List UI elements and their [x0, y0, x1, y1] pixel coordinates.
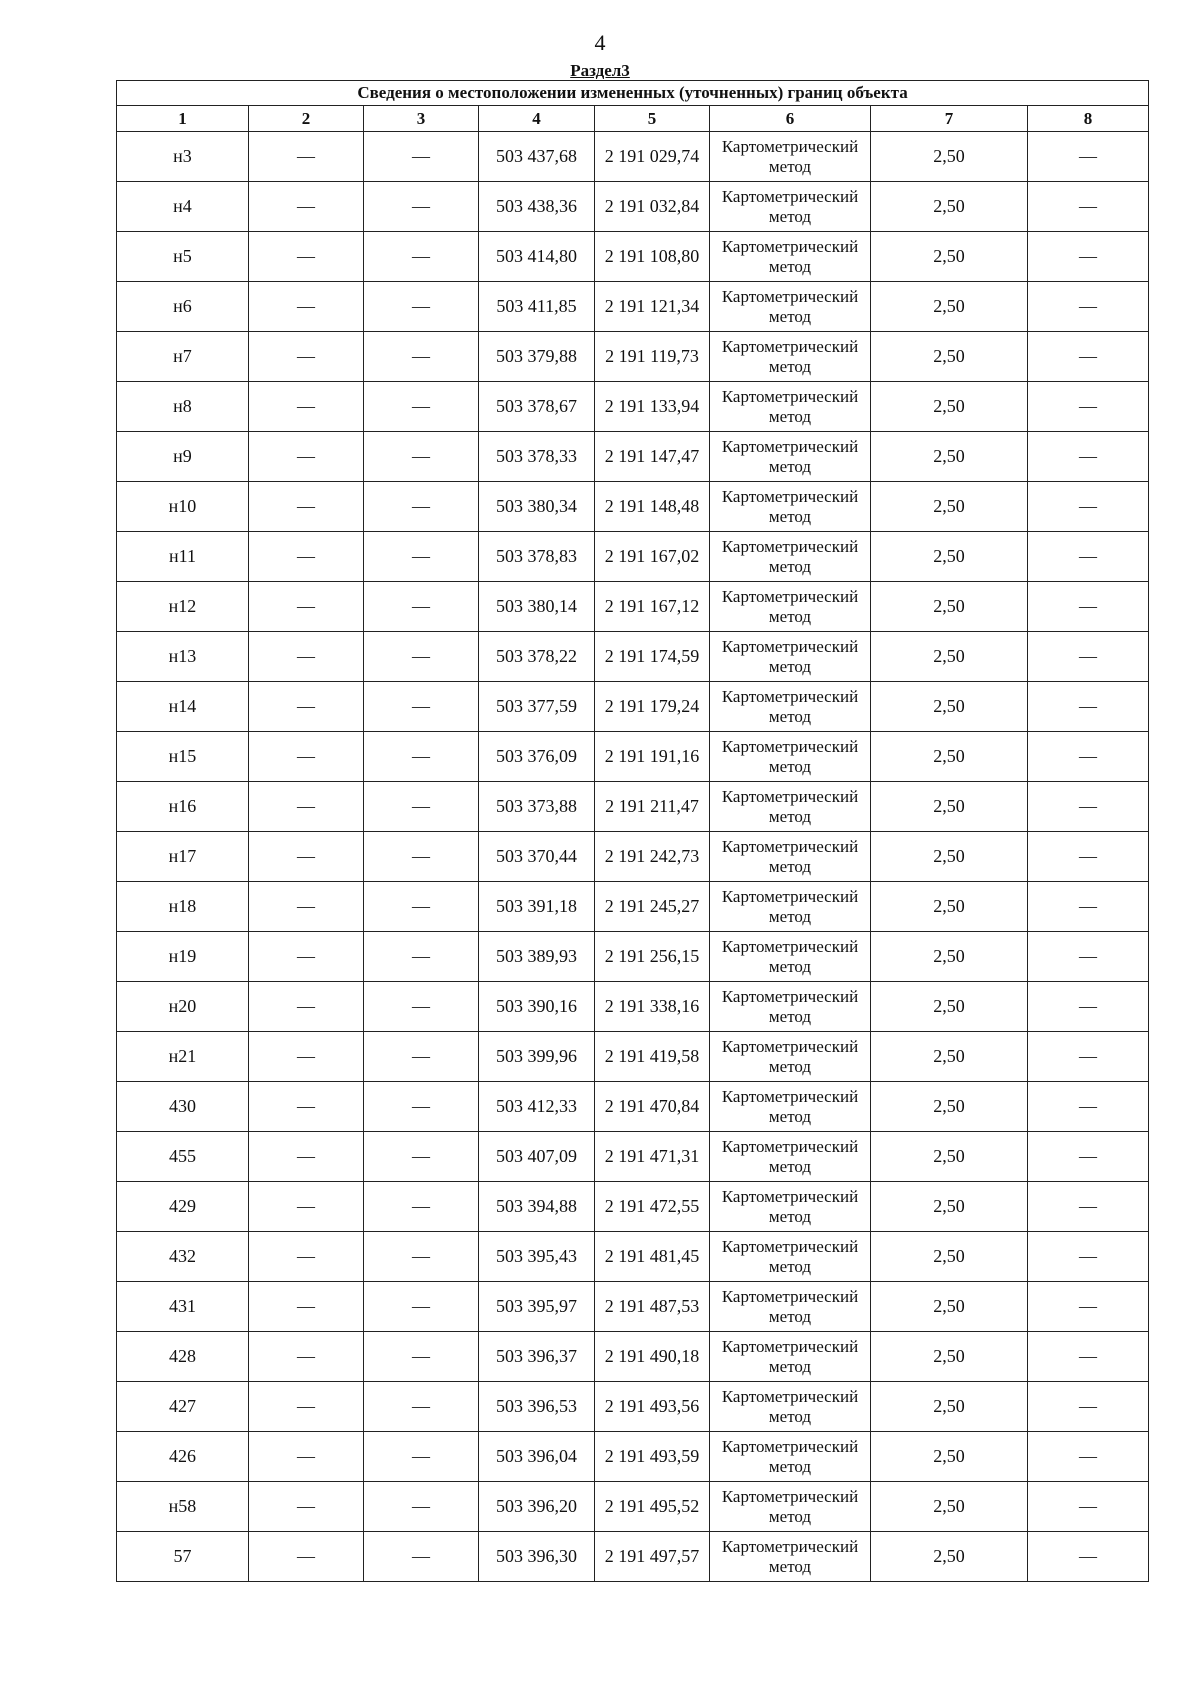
table-cell-col-2: —: [249, 282, 364, 332]
table-cell-col-2: —: [249, 432, 364, 482]
table-cell-col-8: —: [1028, 332, 1149, 382]
table-cell-col-5: 2 191 167,12: [595, 582, 710, 632]
table-cell-col-7: 2,50: [871, 1532, 1028, 1582]
table-cell-col-2: —: [249, 832, 364, 882]
table-cell-col-7: 2,50: [871, 982, 1028, 1032]
table-cell-col-6: Картометрический метод: [710, 382, 871, 432]
table-cell-col-6: Картометрический метод: [710, 1132, 871, 1182]
column-header-4: 4: [479, 106, 595, 132]
table-cell-col-3: —: [364, 682, 479, 732]
table-cell-col-2: —: [249, 1382, 364, 1432]
table-cell-col-2: —: [249, 1482, 364, 1532]
table-cell-col-3: —: [364, 232, 479, 282]
table-cell-col-4: 503 411,85: [479, 282, 595, 332]
table-cell-col-5: 2 191 419,58: [595, 1032, 710, 1082]
table-cell-col-3: —: [364, 182, 479, 232]
table-row: [117, 1232, 1149, 1282]
table-cell-col-8: —: [1028, 782, 1149, 832]
table-cell-col-3: —: [364, 532, 479, 582]
table-cell-col-2: —: [249, 632, 364, 682]
table-cell-col-5: 2 191 147,47: [595, 432, 710, 482]
table-row: [117, 1282, 1149, 1332]
table-cell-col-7: 2,50: [871, 1332, 1028, 1382]
table-row: [117, 432, 1149, 482]
table-cell-col-7: 2,50: [871, 932, 1028, 982]
table-cell-col-3: —: [364, 1132, 479, 1182]
table-cell-col-6: Картометрический метод: [710, 1232, 871, 1282]
table-cell-col-4: 503 378,33: [479, 432, 595, 482]
table-cell-col-2: —: [249, 982, 364, 1032]
table-cell-col-4: 503 396,37: [479, 1332, 595, 1382]
table-cell-col-1: н11: [117, 532, 249, 582]
table-cell-col-6: Картометрический метод: [710, 182, 871, 232]
table-cell-col-5: 2 191 032,84: [595, 182, 710, 232]
table-cell-col-4: 503 412,33: [479, 1082, 595, 1132]
table-cell-col-4: 503 390,16: [479, 982, 595, 1032]
table-cell-col-4: 503 396,20: [479, 1482, 595, 1532]
page-number: 4: [594, 30, 606, 55]
table-cell-col-7: 2,50: [871, 1232, 1028, 1282]
table-cell-col-3: —: [364, 982, 479, 1032]
table-cell-col-1: 430: [117, 1082, 249, 1132]
table-row: [117, 632, 1149, 682]
table-cell-col-7: 2,50: [871, 332, 1028, 382]
table-cell-col-6: Картометрический метод: [710, 132, 871, 182]
table-cell-col-2: —: [249, 132, 364, 182]
table-cell-col-2: —: [249, 232, 364, 282]
table-cell-col-3: —: [364, 1382, 479, 1432]
table-cell-col-7: 2,50: [871, 232, 1028, 282]
table-cell-col-8: —: [1028, 582, 1149, 632]
table-cell-col-5: 2 191 487,53: [595, 1282, 710, 1332]
table-cell-col-4: 503 396,53: [479, 1382, 595, 1432]
table-row: [117, 732, 1149, 782]
table-cell-col-2: —: [249, 882, 364, 932]
table-cell-col-3: —: [364, 1482, 479, 1532]
table-cell-col-6: Картометрический метод: [710, 1032, 871, 1082]
table-cell-col-4: 503 380,34: [479, 482, 595, 532]
table-row: [117, 532, 1149, 582]
table-row: [117, 1182, 1149, 1232]
column-header-row: [117, 106, 1149, 132]
table-cell-col-1: 57: [117, 1532, 249, 1582]
table-cell-col-6: Картометрический метод: [710, 332, 871, 382]
table-cell-col-3: —: [364, 932, 479, 982]
table-cell-col-8: —: [1028, 682, 1149, 732]
table-cell-col-7: 2,50: [871, 1482, 1028, 1532]
table-cell-col-4: 503 370,44: [479, 832, 595, 882]
table-row: [117, 782, 1149, 832]
table-row: [117, 1382, 1149, 1432]
column-header-2: 2: [249, 106, 364, 132]
table-row: [117, 1482, 1149, 1532]
table-cell-col-5: 2 191 148,48: [595, 482, 710, 532]
table-cell-col-3: —: [364, 732, 479, 782]
table-cell-col-6: Картометрический метод: [710, 1182, 871, 1232]
table-cell-col-4: 503 399,96: [479, 1032, 595, 1082]
table-cell-col-4: 503 378,22: [479, 632, 595, 682]
table-cell-col-5: 2 191 472,55: [595, 1182, 710, 1232]
table-row: [117, 882, 1149, 932]
table-cell-col-2: —: [249, 932, 364, 982]
table-cell-col-8: —: [1028, 282, 1149, 332]
table-cell-col-5: 2 191 121,34: [595, 282, 710, 332]
table-row: [117, 1132, 1149, 1182]
table-cell-col-1: н17: [117, 832, 249, 882]
table-cell-col-7: 2,50: [871, 482, 1028, 532]
table-cell-col-6: Картометрический метод: [710, 482, 871, 532]
table-cell-col-1: н19: [117, 932, 249, 982]
table-cell-col-8: —: [1028, 482, 1149, 532]
table-row: [117, 1532, 1149, 1582]
table-cell-col-1: н4: [117, 182, 249, 232]
table-cell-col-5: 2 191 470,84: [595, 1082, 710, 1132]
table-cell-col-1: н58: [117, 1482, 249, 1532]
table-cell-col-1: н16: [117, 782, 249, 832]
table-cell-col-8: —: [1028, 232, 1149, 282]
table-cell-col-7: 2,50: [871, 432, 1028, 482]
table-cell-col-7: 2,50: [871, 282, 1028, 332]
table-cell-col-3: —: [364, 482, 479, 532]
table-cell-col-5: 2 191 338,16: [595, 982, 710, 1032]
table-cell-col-6: Картометрический метод: [710, 1532, 871, 1582]
table-cell-col-5: 2 191 029,74: [595, 132, 710, 182]
table-cell-col-4: 503 391,18: [479, 882, 595, 932]
table-cell-col-1: н20: [117, 982, 249, 1032]
table-cell-col-3: —: [364, 832, 479, 882]
table-cell-col-6: Картометрический метод: [710, 782, 871, 832]
table-cell-col-2: —: [249, 1432, 364, 1482]
table-cell-col-1: 429: [117, 1182, 249, 1232]
table-cell-col-2: —: [249, 1232, 364, 1282]
table-cell-col-1: н9: [117, 432, 249, 482]
table-cell-col-1: н10: [117, 482, 249, 532]
table-cell-col-3: —: [364, 432, 479, 482]
table-cell-col-6: Картометрический метод: [710, 1432, 871, 1482]
table-cell-col-5: 2 191 256,15: [595, 932, 710, 982]
table-cell-col-3: —: [364, 1232, 479, 1282]
table-cell-col-3: —: [364, 1332, 479, 1382]
table-cell-col-1: н7: [117, 332, 249, 382]
table-cell-col-3: —: [364, 782, 479, 832]
table-cell-col-8: —: [1028, 1432, 1149, 1482]
table-cell-col-2: —: [249, 582, 364, 632]
table-cell-col-8: —: [1028, 432, 1149, 482]
table-cell-col-8: —: [1028, 1082, 1149, 1132]
table-row: [117, 482, 1149, 532]
table-cell-col-4: 503 389,93: [479, 932, 595, 982]
table-cell-col-8: —: [1028, 132, 1149, 182]
table-cell-col-7: 2,50: [871, 1382, 1028, 1432]
table-cell-col-3: —: [364, 632, 479, 682]
table-cell-col-4: 503 378,83: [479, 532, 595, 582]
table-cell-col-3: —: [364, 1032, 479, 1082]
table-cell-col-3: —: [364, 882, 479, 932]
table-cell-col-1: н21: [117, 1032, 249, 1082]
table-cell-col-6: Картометрический метод: [710, 682, 871, 732]
table-row: [117, 832, 1149, 882]
table-cell-col-8: —: [1028, 1032, 1149, 1082]
table-cell-col-6: Картометрический метод: [710, 1282, 871, 1332]
table-cell-col-8: —: [1028, 1232, 1149, 1282]
column-header-6: 6: [710, 106, 871, 132]
table-row: [117, 582, 1149, 632]
table-cell-col-5: 2 191 108,80: [595, 232, 710, 282]
table-row: [117, 682, 1149, 732]
table-cell-col-3: —: [364, 1182, 479, 1232]
table-cell-col-2: —: [249, 1182, 364, 1232]
table-row: [117, 132, 1149, 182]
column-header-7: 7: [871, 106, 1028, 132]
table-cell-col-8: —: [1028, 382, 1149, 432]
table-cell-col-5: 2 191 493,59: [595, 1432, 710, 1482]
table-cell-col-5: 2 191 167,02: [595, 532, 710, 582]
table-cell-col-2: —: [249, 182, 364, 232]
table-row: [117, 982, 1149, 1032]
table-cell-col-7: 2,50: [871, 882, 1028, 932]
table-cell-col-7: 2,50: [871, 1082, 1028, 1132]
table-cell-col-6: Картометрический метод: [710, 732, 871, 782]
table-cell-col-7: 2,50: [871, 582, 1028, 632]
table-cell-col-1: н6: [117, 282, 249, 332]
table-row: [117, 182, 1149, 232]
table-cell-col-6: Картометрический метод: [710, 232, 871, 282]
table-cell-col-4: 503 395,97: [479, 1282, 595, 1332]
table-cell-col-8: —: [1028, 732, 1149, 782]
table-cell-col-4: 503 379,88: [479, 332, 595, 382]
table-cell-col-5: 2 191 119,73: [595, 332, 710, 382]
table-cell-col-7: 2,50: [871, 782, 1028, 832]
table-row: [117, 1432, 1149, 1482]
table-cell-col-6: Картометрический метод: [710, 1482, 871, 1532]
table-cell-col-5: 2 191 481,45: [595, 1232, 710, 1282]
table-cell-col-7: 2,50: [871, 632, 1028, 682]
table-cell-col-7: 2,50: [871, 382, 1028, 432]
table-cell-col-4: 503 395,43: [479, 1232, 595, 1282]
table-cell-col-6: Картометрический метод: [710, 1382, 871, 1432]
table-cell-col-7: 2,50: [871, 532, 1028, 582]
table-cell-col-5: 2 191 490,18: [595, 1332, 710, 1382]
table-cell-col-5: 2 191 493,56: [595, 1382, 710, 1432]
section-title: Раздел3: [570, 61, 630, 80]
table-cell-col-8: —: [1028, 1182, 1149, 1232]
table-cell-col-8: —: [1028, 532, 1149, 582]
table-cell-col-7: 2,50: [871, 1182, 1028, 1232]
table-cell-col-3: —: [364, 132, 479, 182]
table-cell-col-8: —: [1028, 932, 1149, 982]
table-cell-col-4: 503 380,14: [479, 582, 595, 632]
column-header-8: 8: [1028, 106, 1149, 132]
column-header-3: 3: [364, 106, 479, 132]
table-cell-col-7: 2,50: [871, 1432, 1028, 1482]
table-cell-col-7: 2,50: [871, 682, 1028, 732]
table-cell-col-4: 503 377,59: [479, 682, 595, 732]
table-cell-col-7: 2,50: [871, 182, 1028, 232]
boundary-coordinates-table: [116, 80, 1149, 1582]
table-cell-col-5: 2 191 495,52: [595, 1482, 710, 1532]
table-cell-col-2: —: [249, 1082, 364, 1132]
table-cell-col-1: н8: [117, 382, 249, 432]
table-cell-col-3: —: [364, 582, 479, 632]
table-cell-col-8: —: [1028, 982, 1149, 1032]
table-cell-col-5: 2 191 242,73: [595, 832, 710, 882]
table-cell-col-7: 2,50: [871, 1282, 1028, 1332]
table-cell-col-5: 2 191 174,59: [595, 632, 710, 682]
table-cell-col-2: —: [249, 682, 364, 732]
table-cell-col-5: 2 191 245,27: [595, 882, 710, 932]
table-cell-col-6: Картометрический метод: [710, 282, 871, 332]
table-cell-col-8: —: [1028, 1332, 1149, 1382]
table-cell-col-8: —: [1028, 182, 1149, 232]
table-cell-col-2: —: [249, 1532, 364, 1582]
table-cell-col-5: 2 191 179,24: [595, 682, 710, 732]
table-cell-col-2: —: [249, 332, 364, 382]
table-cell-col-2: —: [249, 732, 364, 782]
table-cell-col-1: н12: [117, 582, 249, 632]
boundary-table-container: [116, 80, 1148, 1582]
table-cell-col-5: 2 191 133,94: [595, 382, 710, 432]
table-row: [117, 382, 1149, 432]
table-cell-col-8: —: [1028, 1382, 1149, 1432]
table-cell-col-2: —: [249, 482, 364, 532]
table-cell-col-5: 2 191 191,16: [595, 732, 710, 782]
table-cell-col-4: 503 376,09: [479, 732, 595, 782]
table-row: [117, 932, 1149, 982]
column-header-1: 1: [117, 106, 249, 132]
table-cell-col-6: Картометрический метод: [710, 582, 871, 632]
table-cell-col-6: Картометрический метод: [710, 632, 871, 682]
column-header-5: 5: [595, 106, 710, 132]
table-cell-col-1: н18: [117, 882, 249, 932]
table-cell-col-1: 432: [117, 1232, 249, 1282]
table-row: [117, 282, 1149, 332]
table-cell-col-6: Картометрический метод: [710, 832, 871, 882]
table-cell-col-1: н15: [117, 732, 249, 782]
table-cell-col-5: 2 191 211,47: [595, 782, 710, 832]
table-cell-col-6: Картометрический метод: [710, 1332, 871, 1382]
table-cell-col-6: Картометрический метод: [710, 932, 871, 982]
table-cell-col-1: н13: [117, 632, 249, 682]
table-row: [117, 1082, 1149, 1132]
table-cell-col-4: 503 378,67: [479, 382, 595, 432]
table-cell-col-2: —: [249, 1132, 364, 1182]
table-cell-col-3: —: [364, 1082, 479, 1132]
table-caption-row: [117, 81, 1149, 106]
table-cell-col-5: 2 191 497,57: [595, 1532, 710, 1582]
table-body: [117, 132, 1149, 1582]
table-cell-col-7: 2,50: [871, 732, 1028, 782]
table-cell-col-6: Картометрический метод: [710, 1082, 871, 1132]
table-cell-col-2: —: [249, 1332, 364, 1382]
table-cell-col-3: —: [364, 1432, 479, 1482]
table-cell-col-3: —: [364, 332, 479, 382]
table-cell-col-3: —: [364, 382, 479, 432]
table-cell-col-1: н3: [117, 132, 249, 182]
table-cell-col-8: —: [1028, 1132, 1149, 1182]
table-cell-col-4: 503 396,30: [479, 1532, 595, 1582]
table-cell-col-1: 431: [117, 1282, 249, 1332]
table-row: [117, 1332, 1149, 1382]
table-cell-col-1: 426: [117, 1432, 249, 1482]
table-cell-col-1: н14: [117, 682, 249, 732]
table-cell-col-3: —: [364, 282, 479, 332]
table-cell-col-1: 455: [117, 1132, 249, 1182]
table-cell-col-7: 2,50: [871, 132, 1028, 182]
table-cell-col-2: —: [249, 782, 364, 832]
table-row: [117, 1032, 1149, 1082]
table-cell-col-4: 503 394,88: [479, 1182, 595, 1232]
table-cell-col-6: Картометрический метод: [710, 432, 871, 482]
table-cell-col-2: —: [249, 1032, 364, 1082]
table-row: [117, 232, 1149, 282]
table-cell-col-8: —: [1028, 1532, 1149, 1582]
table-cell-col-4: 503 437,68: [479, 132, 595, 182]
table-cell-col-2: —: [249, 532, 364, 582]
table-cell-col-3: —: [364, 1532, 479, 1582]
table-cell-col-8: —: [1028, 1482, 1149, 1532]
table-cell-col-4: 503 438,36: [479, 182, 595, 232]
table-cell-col-8: —: [1028, 1282, 1149, 1332]
table-cell-col-1: н5: [117, 232, 249, 282]
table-cell-col-1: 427: [117, 1382, 249, 1432]
table-cell-col-8: —: [1028, 832, 1149, 882]
table-cell-col-1: 428: [117, 1332, 249, 1382]
table-cell-col-3: —: [364, 1282, 479, 1332]
table-cell-col-7: 2,50: [871, 1132, 1028, 1182]
table-cell-col-4: 503 414,80: [479, 232, 595, 282]
table-cell-col-8: —: [1028, 632, 1149, 682]
table-cell-col-7: 2,50: [871, 832, 1028, 882]
table-cell-col-4: 503 396,04: [479, 1432, 595, 1482]
table-cell-col-2: —: [249, 1282, 364, 1332]
table-cell-col-2: —: [249, 382, 364, 432]
table-cell-col-4: 503 407,09: [479, 1132, 595, 1182]
table-cell-col-6: Картометрический метод: [710, 532, 871, 582]
table-cell-col-7: 2,50: [871, 1032, 1028, 1082]
table-cell-col-6: Картометрический метод: [710, 982, 871, 1032]
table-cell-col-6: Картометрический метод: [710, 882, 871, 932]
table-cell-col-8: —: [1028, 882, 1149, 932]
table-cell-col-4: 503 373,88: [479, 782, 595, 832]
table-row: [117, 332, 1149, 382]
table-cell-col-5: 2 191 471,31: [595, 1132, 710, 1182]
table-caption: Сведения о местоположении измененных (уточненных) границ объекта: [117, 81, 1149, 106]
